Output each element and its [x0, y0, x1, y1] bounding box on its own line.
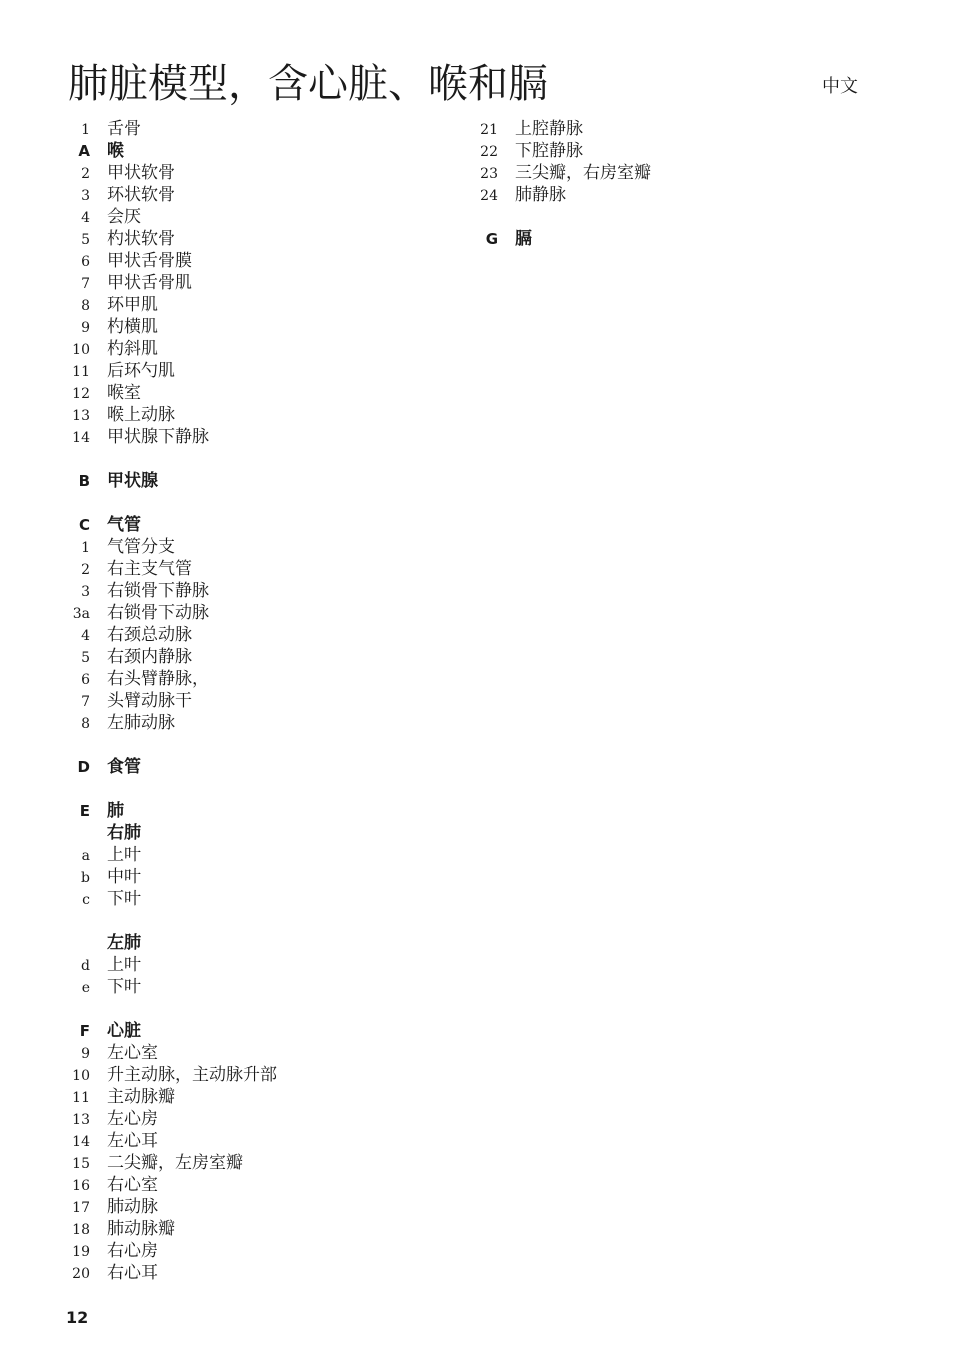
spacer: [60, 734, 440, 756]
list-item: [468, 118, 908, 140]
right-column: [468, 118, 908, 250]
item-number: 16: [72, 1178, 90, 1194]
spacer: [468, 206, 908, 228]
item-number: c: [82, 892, 90, 908]
list-item: [60, 404, 440, 426]
list-item: [60, 888, 440, 910]
list-item: [60, 668, 440, 690]
item-number: 10: [72, 342, 90, 358]
item-number: 2: [81, 562, 90, 578]
item-number: 21: [480, 122, 498, 138]
list-item: [60, 536, 440, 558]
list-item: [60, 1174, 440, 1196]
item-number: 18: [72, 1222, 90, 1238]
item-label: 环甲肌: [107, 295, 158, 315]
item-number: 1: [81, 122, 90, 138]
item-label: 左心室: [107, 1043, 158, 1063]
item-label: 右肺: [107, 823, 141, 843]
item-number: 11: [72, 1090, 90, 1106]
item-label: 三尖瓣，右房室瓣: [515, 163, 651, 183]
item-label: 右颈内静脉: [107, 647, 192, 667]
item-number: 4: [81, 628, 90, 644]
item-label: 肺动脉: [107, 1197, 158, 1217]
item-label: 主动脉瓣: [107, 1087, 175, 1107]
item-number: A: [78, 142, 90, 160]
left-column: [60, 118, 440, 1284]
item-number: 24: [480, 188, 498, 204]
section-heading: [60, 756, 440, 778]
list-item: [60, 712, 440, 734]
item-label: 肺: [107, 801, 124, 821]
language-label: 中文: [822, 76, 858, 97]
list-item: [60, 1108, 440, 1130]
list-item: [60, 426, 440, 448]
item-label: 后环勺肌: [107, 361, 175, 381]
item-label: 甲状腺: [107, 471, 158, 491]
item-number: 17: [72, 1200, 90, 1216]
list-item: [60, 976, 440, 998]
list-item: [60, 184, 440, 206]
list-item: [60, 624, 440, 646]
list-item: [60, 1240, 440, 1262]
item-number: C: [78, 516, 90, 534]
spacer: [60, 448, 440, 470]
item-label: 下叶: [107, 889, 141, 909]
spacer: [60, 492, 440, 514]
list-item: [468, 162, 908, 184]
item-label: 甲状软骨: [107, 163, 175, 183]
item-number: 8: [81, 716, 90, 732]
section-heading: [60, 822, 440, 844]
list-item: [60, 1130, 440, 1152]
spacer: [60, 778, 440, 800]
section-heading: [60, 470, 440, 492]
list-item: [60, 1042, 440, 1064]
item-label: 气管: [107, 515, 141, 535]
item-label: 上腔静脉: [515, 119, 583, 139]
list-item: [60, 206, 440, 228]
item-number: 6: [81, 254, 90, 270]
list-item: [60, 338, 440, 360]
item-label: 杓状软骨: [107, 229, 175, 249]
item-number: 6: [81, 672, 90, 688]
list-item: [60, 558, 440, 580]
list-item: [60, 382, 440, 404]
section-heading: [60, 514, 440, 536]
list-item: [60, 360, 440, 382]
item-label: 右心室: [107, 1175, 158, 1195]
item-label: 二尖瓣，左房室瓣: [107, 1153, 243, 1173]
item-number: G: [485, 230, 498, 248]
item-label: 右心耳: [107, 1263, 158, 1283]
item-label: 心脏: [107, 1021, 141, 1041]
item-number: D: [77, 758, 90, 776]
list-item: [60, 954, 440, 976]
item-number: 3: [81, 584, 90, 600]
item-label: 食管: [107, 757, 141, 777]
list-item: [60, 1152, 440, 1174]
item-label: 甲状舌骨膜: [107, 251, 192, 271]
item-number: e: [81, 980, 90, 996]
item-label: 会厌: [107, 207, 141, 227]
item-label: 右主支气管: [107, 559, 192, 579]
list-item: [468, 140, 908, 162]
list-item: [60, 316, 440, 338]
spacer: [60, 998, 440, 1020]
item-label: 甲状腺下静脉: [107, 427, 209, 447]
item-label: 气管分支: [107, 537, 175, 557]
item-number: 2: [81, 166, 90, 182]
item-number: 7: [81, 276, 90, 292]
list-item: [60, 690, 440, 712]
item-number: 1: [81, 540, 90, 556]
list-item: [60, 1196, 440, 1218]
item-label: 右颈总动脉: [107, 625, 192, 645]
item-number: b: [81, 870, 90, 886]
page-title: 肺脏模型，含心脏、喉和膈: [68, 61, 548, 107]
list-item: [60, 228, 440, 250]
item-label: 左心房: [107, 1109, 158, 1129]
item-label: 左肺: [107, 933, 141, 953]
item-label: 上叶: [107, 845, 141, 865]
section-heading: [60, 1020, 440, 1042]
item-label: 杓斜肌: [107, 339, 158, 359]
item-label: 上叶: [107, 955, 141, 975]
item-number: 22: [480, 144, 498, 160]
list-item: [468, 184, 908, 206]
item-label: 右锁骨下静脉: [107, 581, 209, 601]
item-label: 喉: [107, 141, 124, 161]
item-label: 膈: [515, 229, 532, 249]
item-label: 环状软骨: [107, 185, 175, 205]
item-number: 10: [72, 1068, 90, 1084]
item-label: 右锁骨下动脉: [107, 603, 209, 623]
item-label: 喉上动脉: [107, 405, 175, 425]
item-label: 舌骨: [107, 119, 141, 139]
item-number: 8: [81, 298, 90, 314]
list-item: [60, 866, 440, 888]
item-number: 23: [480, 166, 498, 182]
item-label: 杓横肌: [107, 317, 158, 337]
item-number: 7: [81, 694, 90, 710]
item-number: 4: [81, 210, 90, 226]
list-item: [60, 646, 440, 668]
item-number: 14: [72, 430, 90, 446]
item-number: a: [81, 848, 90, 864]
section-heading: [60, 140, 440, 162]
list-item: [60, 580, 440, 602]
list-item: [60, 162, 440, 184]
item-number: 9: [81, 1046, 90, 1062]
item-number: F: [79, 1022, 90, 1040]
list-item: [60, 1064, 440, 1086]
item-label: 中叶: [107, 867, 141, 887]
item-number: 12: [72, 386, 90, 402]
item-number: 11: [72, 364, 90, 380]
item-label: 头臂动脉干: [107, 691, 192, 711]
item-label: 下腔静脉: [515, 141, 583, 161]
item-label: 下叶: [107, 977, 141, 997]
list-item: [60, 602, 440, 624]
section-heading: [468, 228, 908, 250]
item-label: 左心耳: [107, 1131, 158, 1151]
item-number: 15: [72, 1156, 90, 1172]
list-item: [60, 250, 440, 272]
item-number: E: [79, 802, 90, 820]
list-item: [60, 294, 440, 316]
item-number: d: [81, 958, 90, 974]
list-item: [60, 272, 440, 294]
section-heading: [60, 932, 440, 954]
item-number: 20: [72, 1266, 90, 1282]
list-item: [60, 1262, 440, 1284]
item-number: 9: [81, 320, 90, 336]
list-item: [60, 1218, 440, 1240]
item-label: 甲状舌骨肌: [107, 273, 192, 293]
item-number: 13: [72, 408, 90, 424]
item-label: 肺静脉: [515, 185, 566, 205]
item-number: 5: [81, 650, 90, 666]
section-heading: [60, 800, 440, 822]
spacer: [60, 910, 440, 932]
page-number: 12: [66, 1308, 89, 1327]
item-number: 3: [81, 188, 90, 204]
list-item: [60, 1086, 440, 1108]
item-number: 5: [81, 232, 90, 248]
item-number: 3a: [72, 606, 90, 622]
item-number: 14: [72, 1134, 90, 1150]
item-label: 肺动脉瓣: [107, 1219, 175, 1239]
item-label: 喉室: [107, 383, 141, 403]
item-label: 左肺动脉: [107, 713, 175, 733]
item-label: 右头臂静脉，: [107, 669, 209, 689]
list-item: [60, 844, 440, 866]
list-item: [60, 118, 440, 140]
item-label: 升主动脉，主动脉升部: [107, 1065, 277, 1085]
item-number: 19: [72, 1244, 90, 1260]
item-number: 13: [72, 1112, 90, 1128]
item-number: B: [78, 472, 90, 490]
item-label: 右心房: [107, 1241, 158, 1261]
